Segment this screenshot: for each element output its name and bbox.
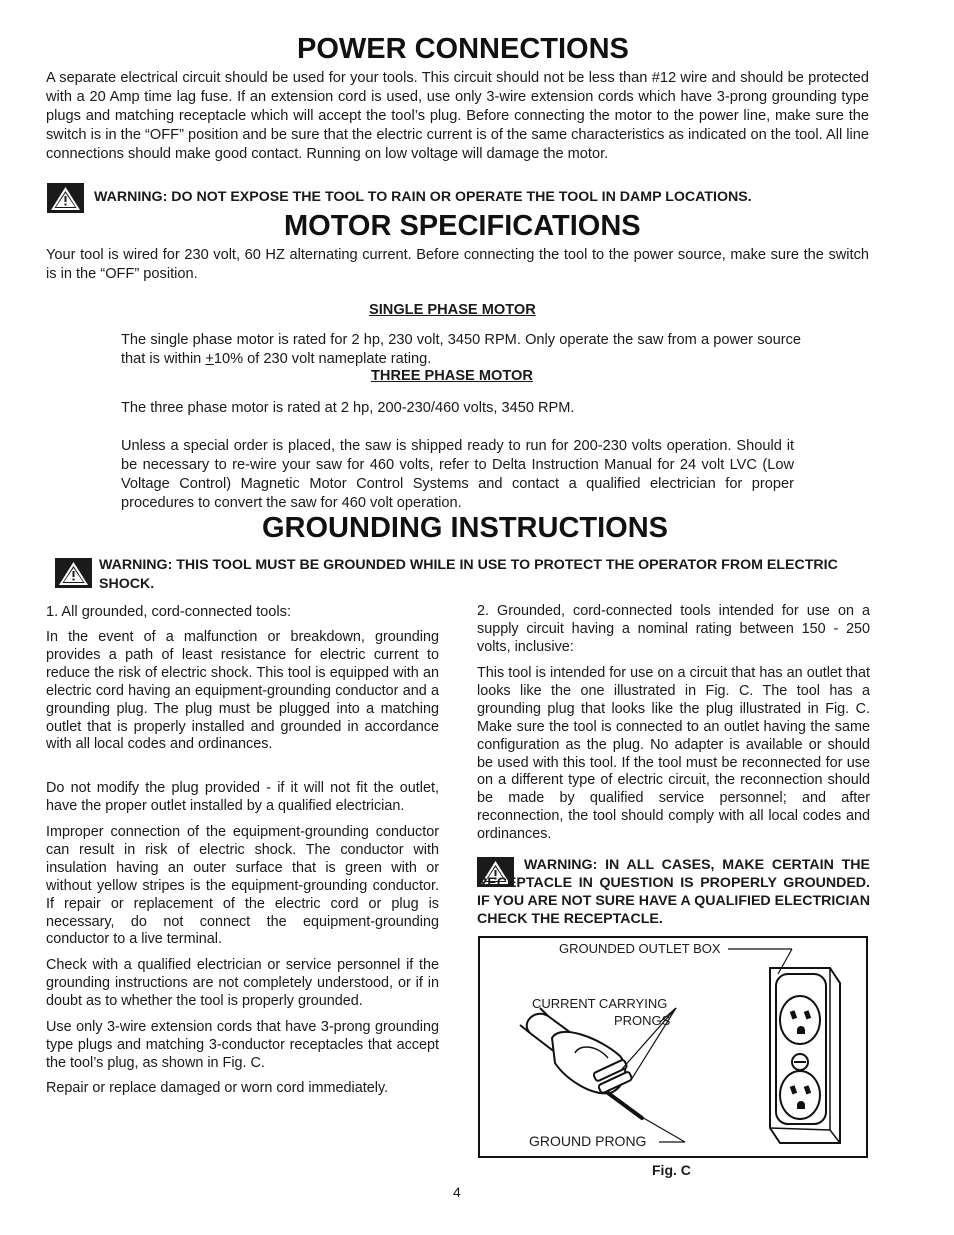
plug-and-outlet-illustration bbox=[480, 938, 866, 1156]
single-phase-heading: SINGLE PHASE MOTOR bbox=[369, 302, 536, 318]
grounding-left-p1: In the event of a malfunction or breakdown, grounding provides a path of least resistance for electric current to reduce the risk of electric shock. This tool is equipped with an electric cord having an equipment-grounding conductor and a grounding plug. The plug must be plugged into a matching outlet that is properly installed and grounded in accordance with all local codes and ordinances. bbox=[46, 629, 439, 753]
grounding-left-p4: Check with a qualified electrician or service personnel if the grounding instructions are not completely understood, or if in doubt as to whether the tool is properly grounded. bbox=[46, 957, 439, 1009]
grounding-left-p6: Repair or replace damaged or worn cord immediately. bbox=[46, 1080, 389, 1096]
grounding-item-2: 2. Grounded, cord-connected tools intended for use on a supply circuit having a nominal rating between 150 - 250 volts, inclusive: bbox=[477, 603, 870, 655]
outlet-illustration bbox=[770, 968, 840, 1143]
grounding-right-warning: WARNING: IN ALL CASES, MAKE CERTAIN THE RECEPTACLE IN QUESTION IS PROPERLY GROUNDED. IF YOU ARE NOT SURE HAVE A QUALIFIED ELECTRICIAN CHECK THE RECEPTACLE. bbox=[477, 857, 870, 928]
grounding-right-p1: This tool is intended for use on a circuit that has an outlet that looks like the one illustrated in Fig. C. The tool has a grounding plug that looks like the plug illustrated in Fig. C. Make sure the tool is connected to an outlet having the same configuration as the plug. No adapter is available or should be used with this tool. If the tool must be reconnected for use on a different type of electric circuit, the reconnection should be made by qualified service personnel; and after reconnection, the tool should comply with all local codes and ordinances. bbox=[477, 665, 870, 843]
warning-icon bbox=[55, 558, 92, 588]
label-current-carrying: CURRENT CARRYING bbox=[532, 996, 668, 1011]
motor-specifications-body: Your tool is wired for 230 volt, 60 HZ alternating current. Before connecting the tool to the power source, make sure the switch is in the “OFF” position. bbox=[46, 247, 869, 282]
grounding-left-p3: Improper connection of the equipment-grounding conductor can result in risk of electric shock. The conductor with insulation having an outer surface that is green with or without yellow stripes is the equipment-grounding conductor. If repair or replacement of the electric cord or plug is necessary, do not connect the equipment-grounding conductor to a live terminal. bbox=[46, 824, 439, 948]
grounding-left-p2: Do not modify the plug provided - if it will not fit the outlet, have the proper outlet installed by a qualified electrician. bbox=[46, 780, 439, 814]
label-ground-prong: GROUND PRONG bbox=[529, 1133, 647, 1149]
label-grounded-outlet-box: GROUNDED OUTLET BOX bbox=[559, 941, 721, 956]
label-prongs: PRONGS bbox=[614, 1013, 671, 1028]
warning-icon bbox=[47, 183, 84, 213]
figure-c bbox=[478, 936, 868, 1158]
power-warning: WARNING: DO NOT EXPOSE THE TOOL TO RAIN OR OPERATE THE TOOL IN DAMP LOCATIONS. bbox=[94, 189, 752, 205]
three-phase-heading: THREE PHASE MOTOR bbox=[371, 368, 533, 384]
motor-specifications-title: MOTOR SPECIFICATIONS bbox=[284, 210, 641, 242]
power-connections-title: POWER CONNECTIONS bbox=[297, 33, 629, 65]
leader-lines bbox=[622, 949, 792, 1142]
page-number: 4 bbox=[453, 1184, 461, 1200]
special-order-body: Unless a special order is placed, the saw is shipped ready to run for 200-230 volts operation. Should it be necessary to re-wire your saw for 460 volts, refer to Delta Instruction Manual for 24 volt LVC (Low Voltage Control) Magnetic Motor Control Systems and contact a qualified electrician for proper procedures to convert the saw for 460 volt operation. bbox=[121, 438, 794, 511]
grounding-left-p5: Use only 3-wire extension cords that have 3-prong grounding type plugs and matching 3-conductor receptacles that accept the tool’s plug, as shown in Fig. C. bbox=[46, 1019, 439, 1071]
figure-caption: Fig. C bbox=[652, 1162, 691, 1178]
power-connections-body: A separate electrical circuit should be used for your tools. This circuit should not be less than #12 wire and should be protected with a 20 Amp time lag fuse. If an extension cord is used, use only 3-wire extension cords which have 3-prong grounding type plugs and matching receptacle which will accept the tool’s plug. Before connecting the motor to the power line, make sure the switch is in the “OFF” position and be sure that the electric current is of the same characteristics as indicated on the tool. All line connections should make good contact. Running on low voltage will damage the motor. bbox=[46, 70, 869, 162]
single-phase-body: The single phase motor is rated for 2 hp, 230 volt, 3450 RPM. Only operate the saw from a power source that is within +10% of 230 volt nameplate rating. bbox=[121, 332, 801, 367]
grounding-item-1: 1. All grounded, cord-connected tools: bbox=[46, 604, 292, 620]
three-phase-body: The three phase motor is rated at 2 hp, 200-230/460 volts, 3450 RPM. bbox=[121, 400, 575, 416]
grounding-instructions-title: GROUNDING INSTRUCTIONS bbox=[262, 512, 668, 544]
grounding-warning: WARNING: THIS TOOL MUST BE GROUNDED WHILE IN USE TO PROTECT THE OPERATOR FROM ELECTRIC SHOCK. bbox=[99, 557, 838, 592]
